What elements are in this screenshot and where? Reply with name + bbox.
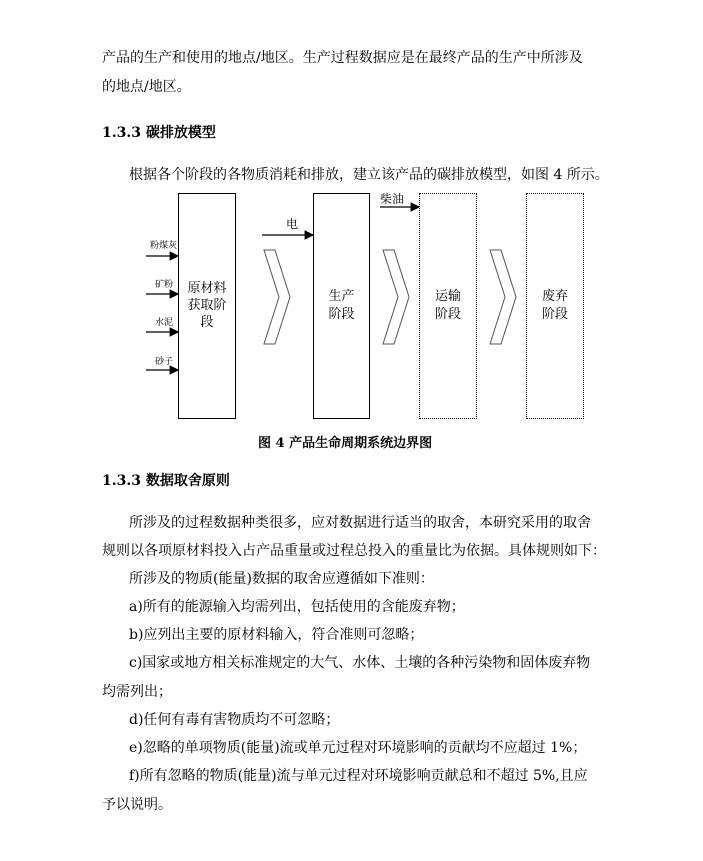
stage-raw-material-line2: 获取阶 <box>187 298 227 313</box>
diesel-label: 柴油 <box>380 192 405 206</box>
input-label-fly-ash: 粉煤灰 <box>150 241 178 251</box>
section-heading-carbon-model: 1.3.3 碳排放模型 <box>102 125 216 141</box>
input-label-cement: 水泥 <box>155 318 174 328</box>
carbon-model-paragraph: 根据各个阶段的各物质消耗和排放，建立该产品的碳排放模型，如图 4 所示。 <box>129 167 609 183</box>
cutoff-paragraph-line-2: 规则以各项原材料投入占产品重量或过程总投入的重量比为依据。具体规则如下： <box>102 543 606 559</box>
flow-chevron-1 <box>264 250 290 344</box>
rule-f-line-1: f)所有忽略的物质(能量)流与单元过程对环境影响贡献总和不超过 5%,且应 <box>129 768 588 784</box>
stage-production-line1: 生产 <box>328 289 355 304</box>
rule-d: d)任何有毒有害物质均不可忽略； <box>129 712 340 728</box>
input-label-sand: 砂子 <box>155 357 174 367</box>
stage-production <box>313 193 370 419</box>
stage-disposal-line2: 阶段 <box>541 307 568 322</box>
stage-disposal-line1: 废弃 <box>541 289 568 304</box>
intro-line-2: 的地点/地区。 <box>102 79 191 95</box>
rule-c-line-1: c)国家或地方相关标准规定的大气、水体、土壤的各种污染物和固体废弃物 <box>129 655 591 671</box>
stage-transport-line2: 阶段 <box>434 307 461 322</box>
stage-raw-material <box>178 193 236 419</box>
cutoff-paragraph-line-1: 所涉及的过程数据种类很多，应对数据进行适当的取舍，本研究采用的取舍 <box>129 515 591 531</box>
flow-chevron-2 <box>383 250 409 344</box>
stage-raw-material-line1: 原材料 <box>187 281 227 296</box>
intro-line-1: 产品的生产和使用的地点/地区。生产过程数据应是在最终产品的生产中所涉及 <box>102 50 583 66</box>
input-label-slag: 矿粉 <box>155 280 174 290</box>
rule-e: e)忽略的单项物质(能量)流或单元过程对环境影响的贡献均不应超过 1%； <box>129 740 587 756</box>
rule-f-line-2: 予以说明。 <box>102 797 172 813</box>
rule-c-line-2: 均需列出； <box>102 684 172 700</box>
stage-production-line2: 阶段 <box>328 307 355 322</box>
stage-raw-material-line3: 段 <box>200 315 214 330</box>
figure-caption: 图 4 产品生命周期系统边界图 <box>258 436 433 451</box>
electricity-label: 电 <box>286 217 299 231</box>
stage-transport <box>419 193 477 419</box>
rule-a: a)所有的能源输入均需列出，包括使用的含能废弃物； <box>129 599 465 615</box>
cutoff-rules-intro: 所涉及的物质(能量)数据的取舍应遵循如下准则： <box>129 571 434 587</box>
section-heading-data-cutoff: 1.3.3 数据取舍原则 <box>102 473 230 489</box>
stage-transport-line1: 运输 <box>434 289 461 304</box>
stage-disposal <box>526 193 584 419</box>
flow-chevron-3 <box>490 250 516 344</box>
rule-b: b)应列出主要的原材料输入，符合准则可忽略； <box>129 627 424 643</box>
